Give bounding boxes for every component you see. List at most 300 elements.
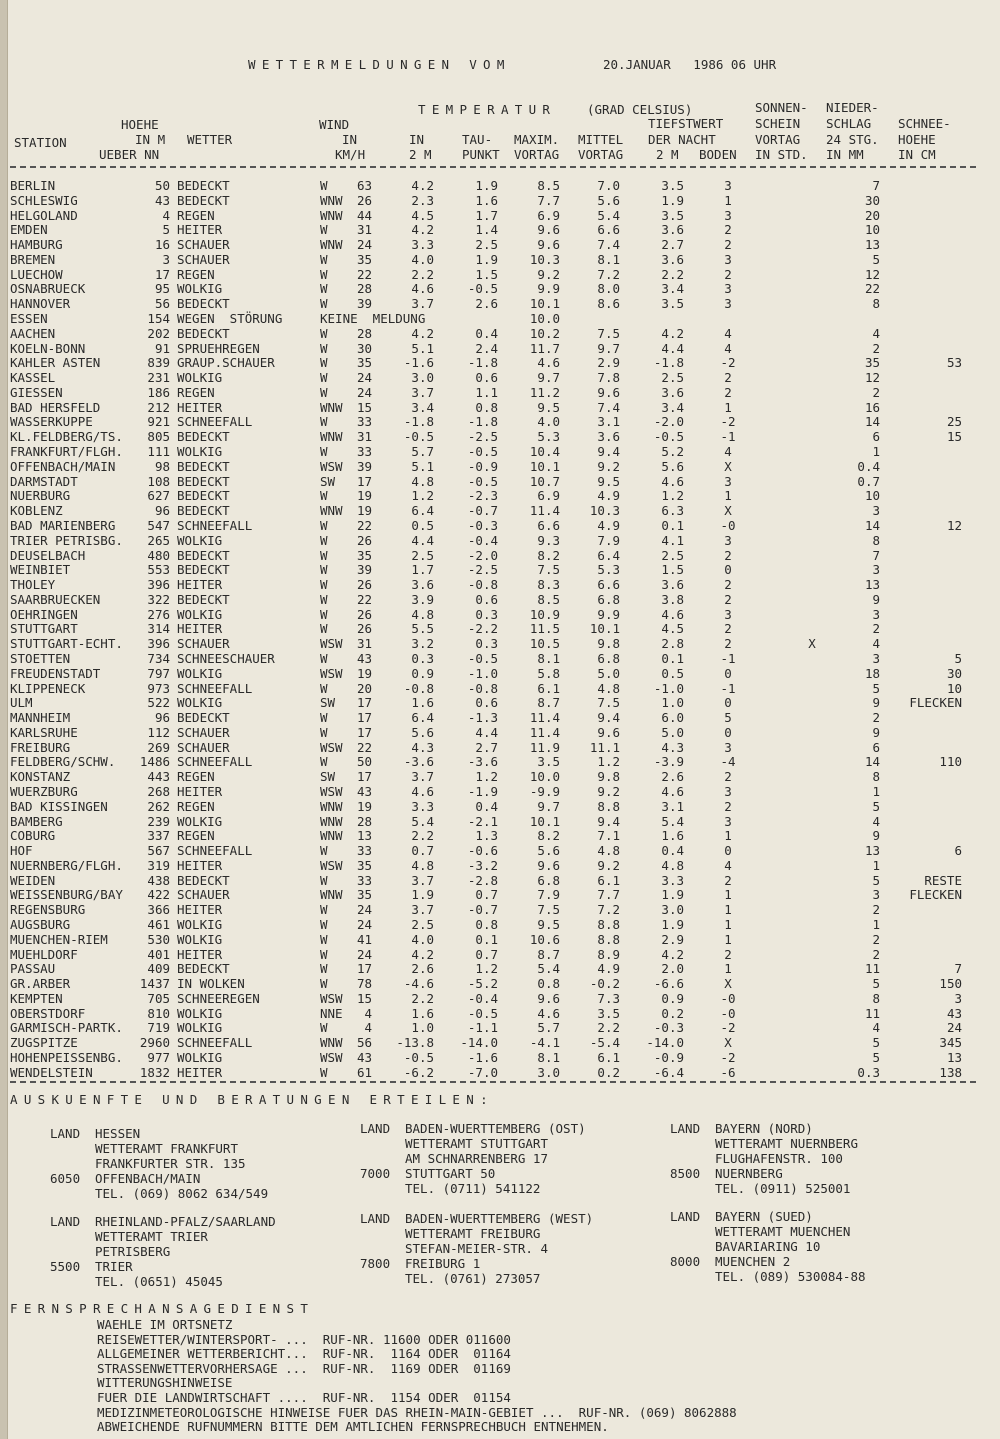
- cell-boden: 3: [724, 784, 732, 799]
- cell-max: 0.8: [537, 976, 560, 991]
- cell-station: ULM: [10, 695, 33, 710]
- cell-tau: -3.2: [467, 858, 498, 873]
- cell-boden: -2: [720, 1020, 736, 1035]
- cell-nied: 5: [872, 873, 880, 888]
- cell-hoehe: 91: [154, 341, 170, 356]
- cell-wetter: REGEN: [177, 769, 215, 784]
- cell-min2: 1.9: [661, 887, 684, 902]
- cell-schnee: 24: [946, 1020, 962, 1035]
- cell-wspd: 24: [356, 385, 372, 400]
- cell-tau: 0.1: [475, 932, 498, 947]
- cell-hoehe: 95: [154, 281, 170, 296]
- cell-min2: 4.2: [661, 947, 684, 962]
- cell-nied: 12: [864, 370, 880, 385]
- cell-min2: 1.0: [661, 695, 684, 710]
- cell-t2m: 4.2: [411, 947, 434, 962]
- cell-hoehe: 705: [147, 991, 170, 1006]
- cell-station: OSNABRUECK: [10, 281, 86, 296]
- cell-wdir: WNW: [320, 799, 343, 814]
- cell-boden: X: [724, 459, 732, 474]
- cell-min2: 3.5: [661, 178, 684, 193]
- cell-hoehe: 422: [147, 887, 170, 902]
- cell-max: 6.9: [537, 208, 560, 223]
- cell-station: DEUSELBACH: [10, 548, 86, 563]
- cell-wetter: BEDECKT: [177, 178, 230, 193]
- cell-schnee: 138: [939, 1065, 962, 1080]
- cell-wetter: HEITER: [177, 400, 223, 415]
- cell-mit: -5.4: [589, 1035, 620, 1050]
- cell-wetter: SCHNEEFALL: [177, 414, 253, 429]
- cell-station: STUTTGART-ECHT.: [10, 636, 123, 651]
- cell-max: 9.6: [537, 858, 560, 873]
- cell-t2m: 4.0: [411, 252, 434, 267]
- cell-tau: 0.6: [475, 370, 498, 385]
- office-street: STEFAN-MEIER-STR. 4: [405, 1241, 548, 1256]
- cell-t2m: 1.9: [411, 887, 434, 902]
- cell-station: FREIBURG: [10, 740, 71, 755]
- office-name: BADEN-WUERTTEMBERG (WEST): [405, 1211, 594, 1226]
- cell-wetter: BEDECKT: [177, 592, 230, 607]
- office-amt: WETTERAMT MUENCHEN: [715, 1224, 851, 1239]
- cell-nied: 13: [864, 843, 880, 858]
- header-tau-2: PUNKT: [462, 147, 500, 162]
- cell-station: KARLSRUHE: [10, 725, 78, 740]
- cell-mit: 4.8: [597, 843, 620, 858]
- cell-mit: 2.9: [597, 355, 620, 370]
- cell-max: 11.4: [529, 503, 560, 518]
- cell-mit: 9.2: [597, 784, 620, 799]
- cell-tau: -0.8: [467, 681, 498, 696]
- cell-min2: 1.2: [661, 488, 684, 503]
- cell-wspd: 22: [356, 740, 372, 755]
- cell-wetter: SCHNEEFALL: [177, 754, 253, 769]
- cell-wdir: WSW: [320, 1050, 343, 1065]
- cell-nied: 8: [872, 296, 880, 311]
- header-mittel-1: MITTEL: [578, 132, 624, 147]
- cell-station: NUERNBERG/FLGH.: [10, 858, 123, 873]
- cell-boden: X: [724, 976, 732, 991]
- header-tiefst-3: 2 M: [656, 147, 679, 162]
- header-hoehe-3: UEBER NN: [99, 147, 160, 162]
- cell-wspd: 35: [356, 887, 372, 902]
- cell-wspd: 35: [356, 252, 372, 267]
- cell-min2: 6.0: [661, 710, 684, 725]
- cell-hoehe: 56: [154, 296, 170, 311]
- cell-nied: 12: [864, 267, 880, 282]
- cell-wspd: 26: [356, 193, 372, 208]
- cell-wspd: 30: [356, 341, 372, 356]
- office-amt: WETTERAMT NUERNBERG: [715, 1136, 858, 1151]
- cell-station: GIESSEN: [10, 385, 63, 400]
- header-sonne-1: SONNEN-: [755, 100, 808, 115]
- cell-min2: 4.1: [661, 533, 684, 548]
- table-bottom-divider: [10, 1081, 976, 1083]
- cell-t2m: 5.1: [411, 341, 434, 356]
- cell-max: 5.8: [537, 666, 560, 681]
- cell-max: 9.6: [537, 222, 560, 237]
- office-name: BAYERN (SUED): [715, 1209, 813, 1224]
- cell-mit: 4.8: [597, 681, 620, 696]
- cell-nied: 3: [872, 651, 880, 666]
- cell-wdir: W: [320, 947, 328, 962]
- cell-t2m: 4.4: [411, 533, 434, 548]
- cell-station: WENDELSTEIN: [10, 1065, 93, 1080]
- header-nieder-3: 24 STG.: [826, 132, 879, 147]
- cell-wdir: W: [320, 621, 328, 636]
- office-land: LAND: [670, 1209, 701, 1224]
- cell-wspd: 24: [356, 947, 372, 962]
- cell-wdir: KEINE MELDUNG: [320, 311, 426, 326]
- cell-station: STOETTEN: [10, 651, 71, 666]
- cell-wetter: WOLKIG: [177, 533, 223, 548]
- cell-wdir: W: [320, 1020, 328, 1035]
- cell-tau: 2.5: [475, 237, 498, 252]
- cell-mit: 9.4: [597, 814, 620, 829]
- cell-min2: 3.0: [661, 902, 684, 917]
- cell-tau: 0.7: [475, 887, 498, 902]
- cell-max: 9.6: [537, 237, 560, 252]
- cell-nied: 8: [872, 991, 880, 1006]
- cell-nied: 11: [864, 1006, 880, 1021]
- cell-t2m: 0.7: [411, 843, 434, 858]
- cell-wetter: BEDECKT: [177, 459, 230, 474]
- cell-mit: 6.1: [597, 1050, 620, 1065]
- cell-max: 8.7: [537, 947, 560, 962]
- cell-t2m: 3.2: [411, 636, 434, 651]
- cell-t2m: 2.5: [411, 917, 434, 932]
- cell-tau: -1.0: [467, 666, 498, 681]
- cell-max: 11.2: [529, 385, 560, 400]
- cell-schnee: 150: [939, 976, 962, 991]
- cell-wdir: W: [320, 651, 328, 666]
- cell-hoehe: 319: [147, 858, 170, 873]
- header-t2m-2: 2 M: [409, 147, 432, 162]
- cell-boden: X: [724, 503, 732, 518]
- cell-min2: -0.5: [653, 429, 684, 444]
- cell-min2: 1.5: [661, 562, 684, 577]
- cell-station: WEINBIET: [10, 562, 71, 577]
- cell-nied: 14: [864, 518, 880, 533]
- cell-wspd: 17: [356, 961, 372, 976]
- cell-tau: -2.0: [467, 548, 498, 563]
- cell-max: 7.7: [537, 193, 560, 208]
- office-land: LAND: [360, 1121, 391, 1136]
- cell-station: BERLIN: [10, 178, 56, 193]
- cell-station: HAMBURG: [10, 237, 63, 252]
- cell-wdir: W: [320, 681, 328, 696]
- cell-hoehe: 262: [147, 799, 170, 814]
- cell-station: BREMEN: [10, 252, 56, 267]
- cell-tau: -2.3: [467, 488, 498, 503]
- cell-max: 10.1: [529, 814, 560, 829]
- cell-t2m: 3.7: [411, 873, 434, 888]
- cell-wdir: W: [320, 710, 328, 725]
- cell-boden: -1: [720, 429, 736, 444]
- cell-max: 10.1: [529, 296, 560, 311]
- cell-hoehe: 977: [147, 1050, 170, 1065]
- cell-station: KAHLER ASTEN: [10, 355, 101, 370]
- cell-schnee: 13: [946, 1050, 962, 1065]
- cell-min2: 0.9: [661, 991, 684, 1006]
- cell-hoehe: 16: [154, 237, 170, 252]
- cell-nied: 7: [872, 178, 880, 193]
- cell-wetter: IN WOLKEN: [177, 976, 245, 991]
- header-tiefst-2: DER NACHT: [648, 132, 716, 147]
- cell-station: BAD MARIENBERG: [10, 518, 116, 533]
- cell-wdir: WNW: [320, 429, 343, 444]
- cell-tau: -2.5: [467, 429, 498, 444]
- cell-hoehe: 443: [147, 769, 170, 784]
- cell-station: OEHRINGEN: [10, 607, 78, 622]
- cell-wetter: BEDECKT: [177, 193, 230, 208]
- cell-wspd: 4: [364, 1020, 372, 1035]
- cell-boden: 1: [724, 961, 732, 976]
- cell-wdir: SW: [320, 474, 336, 489]
- cell-wspd: 19: [356, 666, 372, 681]
- cell-mit: 3.5: [597, 1006, 620, 1021]
- cell-station: FREUDENSTADT: [10, 666, 101, 681]
- cell-t2m: 2.2: [411, 991, 434, 1006]
- cell-tau: 1.2: [475, 961, 498, 976]
- cell-max: 8.1: [537, 1050, 560, 1065]
- cell-station: HELGOLAND: [10, 208, 78, 223]
- cell-wetter: BEDECKT: [177, 961, 230, 976]
- cell-hoehe: 553: [147, 562, 170, 577]
- cell-max: 8.1: [537, 651, 560, 666]
- cell-wetter: REGEN: [177, 208, 215, 223]
- cell-wdir: WNW: [320, 1035, 343, 1050]
- cell-hoehe: 212: [147, 400, 170, 415]
- office-name: RHEINLAND-PFALZ/SAARLAND: [95, 1214, 276, 1229]
- cell-tau: 2.4: [475, 341, 498, 356]
- header-grad: (GRAD CELSIUS): [587, 102, 693, 117]
- cell-station: WEISSENBURG/BAY: [10, 887, 123, 902]
- cell-wetter: HEITER: [177, 784, 223, 799]
- header-wind-2: IN: [342, 132, 358, 147]
- header-hoehe-1: HOEHE: [121, 117, 159, 132]
- cell-station: AUGSBURG: [10, 917, 71, 932]
- cell-wspd: 22: [356, 518, 372, 533]
- cell-nied: 22: [864, 281, 880, 296]
- cell-t2m: 0.5: [411, 518, 434, 533]
- cell-wdir: W: [320, 725, 328, 740]
- cell-boden: 2: [724, 385, 732, 400]
- cell-wetter: WEGEN STÖRUNG: [177, 311, 283, 326]
- cell-tau: -1.1: [467, 1020, 498, 1035]
- cell-wspd: 17: [356, 769, 372, 784]
- cell-wetter: HEITER: [177, 621, 223, 636]
- cell-station: MANNHEIM: [10, 710, 71, 725]
- cell-boden: 1: [724, 917, 732, 932]
- cell-max: 5.4: [537, 961, 560, 976]
- cell-wetter: WOLKIG: [177, 370, 223, 385]
- cell-wetter: BEDECKT: [177, 488, 230, 503]
- cell-wdir: W: [320, 252, 328, 267]
- cell-boden: 0: [724, 666, 732, 681]
- cell-t2m: -13.8: [396, 1035, 434, 1050]
- cell-wetter: HEITER: [177, 858, 223, 873]
- cell-hoehe: 1437: [139, 976, 170, 991]
- cell-tau: -0.9: [467, 459, 498, 474]
- header-tiefst-1: TIEFSTWERT: [648, 116, 724, 131]
- office-street: FLUGHAFENSTR. 100: [715, 1151, 843, 1166]
- cell-hoehe: 231: [147, 370, 170, 385]
- cell-wdir: W: [320, 267, 328, 282]
- cell-wspd: 26: [356, 607, 372, 622]
- cell-min2: -6.4: [653, 1065, 684, 1080]
- cell-t2m: 4.6: [411, 784, 434, 799]
- cell-mit: 6.8: [597, 651, 620, 666]
- cell-wdir: W: [320, 976, 328, 991]
- cell-t2m: 4.2: [411, 178, 434, 193]
- cell-mit: 1.2: [597, 754, 620, 769]
- cell-wdir: WSW: [320, 784, 343, 799]
- cell-nied: 1: [872, 917, 880, 932]
- cell-nied: 18: [864, 666, 880, 681]
- cell-wetter: SCHAUER: [177, 887, 230, 902]
- cell-station: SCHLESWIG: [10, 193, 78, 208]
- cell-min2: 2.7: [661, 237, 684, 252]
- cell-wspd: 26: [356, 621, 372, 636]
- cell-max: 4.0: [537, 414, 560, 429]
- cell-max: 11.4: [529, 710, 560, 725]
- cell-max: 6.9: [537, 488, 560, 503]
- cell-station: KLIPPENECK: [10, 681, 86, 696]
- cell-wspd: 35: [356, 858, 372, 873]
- cell-hoehe: 480: [147, 548, 170, 563]
- cell-boden: 2: [724, 370, 732, 385]
- cell-min2: 0.1: [661, 518, 684, 533]
- cell-max: 9.9: [537, 281, 560, 296]
- cell-boden: 2: [724, 769, 732, 784]
- cell-t2m: 5.7: [411, 444, 434, 459]
- cell-tau: 0.3: [475, 607, 498, 622]
- cell-wspd: 17: [356, 725, 372, 740]
- cell-station: FELDBERG/SCHW.: [10, 754, 116, 769]
- cell-nied: 9: [872, 695, 880, 710]
- cell-max: 7.9: [537, 887, 560, 902]
- cell-wspd: 28: [356, 814, 372, 829]
- office-city: OFFENBACH/MAIN: [95, 1171, 201, 1186]
- cell-station: KOBLENZ: [10, 503, 63, 518]
- page-binding-edge: [0, 0, 8, 1439]
- cell-max: 6.8: [537, 873, 560, 888]
- cell-t2m: 0.3: [411, 651, 434, 666]
- cell-max: 6.6: [537, 518, 560, 533]
- cell-boden: 2: [724, 873, 732, 888]
- cell-station: DARMSTADT: [10, 474, 78, 489]
- cell-wdir: WNW: [320, 400, 343, 415]
- cell-station: GR.ARBER: [10, 976, 71, 991]
- cell-wdir: SW: [320, 769, 336, 784]
- cell-hoehe: 111: [147, 444, 170, 459]
- cell-wdir: W: [320, 873, 328, 888]
- cell-t2m: 1.6: [411, 1006, 434, 1021]
- cell-boden: 3: [724, 178, 732, 193]
- cell-boden: -1: [720, 681, 736, 696]
- cell-boden: 0: [724, 843, 732, 858]
- cell-wdir: SW: [320, 695, 336, 710]
- cell-station: OBERSTDORF: [10, 1006, 86, 1021]
- cell-wetter: REGEN: [177, 799, 215, 814]
- office-city: STUTTGART 50: [405, 1166, 496, 1181]
- cell-schnee: 12: [946, 518, 962, 533]
- cell-schnee: 7: [954, 961, 962, 976]
- cell-max: -4.1: [529, 1035, 560, 1050]
- cell-min2: -1.8: [653, 355, 684, 370]
- cell-tau: 2.7: [475, 740, 498, 755]
- cell-mit: 8.8: [597, 799, 620, 814]
- cell-t2m: -3.6: [403, 754, 434, 769]
- cell-hoehe: 530: [147, 932, 170, 947]
- cell-schnee: RESTE: [924, 873, 962, 888]
- cell-boden: -0: [720, 518, 736, 533]
- cell-schnee: 3: [954, 991, 962, 1006]
- cell-max: 7.5: [537, 562, 560, 577]
- cell-mit: 9.2: [597, 459, 620, 474]
- cell-boden: 3: [724, 252, 732, 267]
- cell-station: PASSAU: [10, 961, 56, 976]
- cell-boden: 2: [724, 621, 732, 636]
- cell-t2m: 2.2: [411, 267, 434, 282]
- cell-mit: 5.6: [597, 193, 620, 208]
- fernsprech-line: WAEHLE IM ORTSNETZ: [97, 1317, 233, 1332]
- cell-mit: 11.1: [589, 740, 620, 755]
- cell-schnee: 10: [946, 681, 962, 696]
- cell-nied: 4: [872, 636, 880, 651]
- cell-wdir: W: [320, 843, 328, 858]
- header-t2m-1: IN: [409, 132, 425, 147]
- cell-hoehe: 186: [147, 385, 170, 400]
- cell-boden: -1: [720, 651, 736, 666]
- cell-boden: 1: [724, 488, 732, 503]
- cell-max: 6.1: [537, 681, 560, 696]
- cell-station: NUERBURG: [10, 488, 71, 503]
- cell-wdir: W: [320, 341, 328, 356]
- cell-nied: 10: [864, 222, 880, 237]
- cell-station: BAD HERSFELD: [10, 400, 101, 415]
- cell-max: 8.5: [537, 178, 560, 193]
- cell-nied: 2: [872, 932, 880, 947]
- cell-tau: -0.5: [467, 474, 498, 489]
- cell-tau: 1.6: [475, 193, 498, 208]
- cell-t2m: 4.2: [411, 326, 434, 341]
- cell-nied: 9: [872, 592, 880, 607]
- cell-boden: 2: [724, 577, 732, 592]
- cell-hoehe: 154: [147, 311, 170, 326]
- cell-station: REGENSBURG: [10, 902, 86, 917]
- cell-wetter: SCHAUER: [177, 725, 230, 740]
- cell-nied: 11: [864, 961, 880, 976]
- cell-station: LUECHOW: [10, 267, 63, 282]
- cell-station: AACHEN: [10, 326, 56, 341]
- cell-hoehe: 202: [147, 326, 170, 341]
- cell-nied: 5: [872, 1050, 880, 1065]
- cell-min2: 3.5: [661, 296, 684, 311]
- cell-mit: 9.5: [597, 474, 620, 489]
- office-city: MUENCHEN 2: [715, 1254, 791, 1269]
- cell-wspd: 43: [356, 1050, 372, 1065]
- report-date: 20.JANUAR 1986 06 UHR: [603, 57, 777, 72]
- cell-mit: 9.6: [597, 725, 620, 740]
- cell-max: 9.5: [537, 400, 560, 415]
- cell-boden: -2: [720, 355, 736, 370]
- cell-wdir: WNW: [320, 503, 343, 518]
- cell-hoehe: 547: [147, 518, 170, 533]
- cell-nied: 2: [872, 710, 880, 725]
- cell-nied: 1: [872, 858, 880, 873]
- cell-hoehe: 112: [147, 725, 170, 740]
